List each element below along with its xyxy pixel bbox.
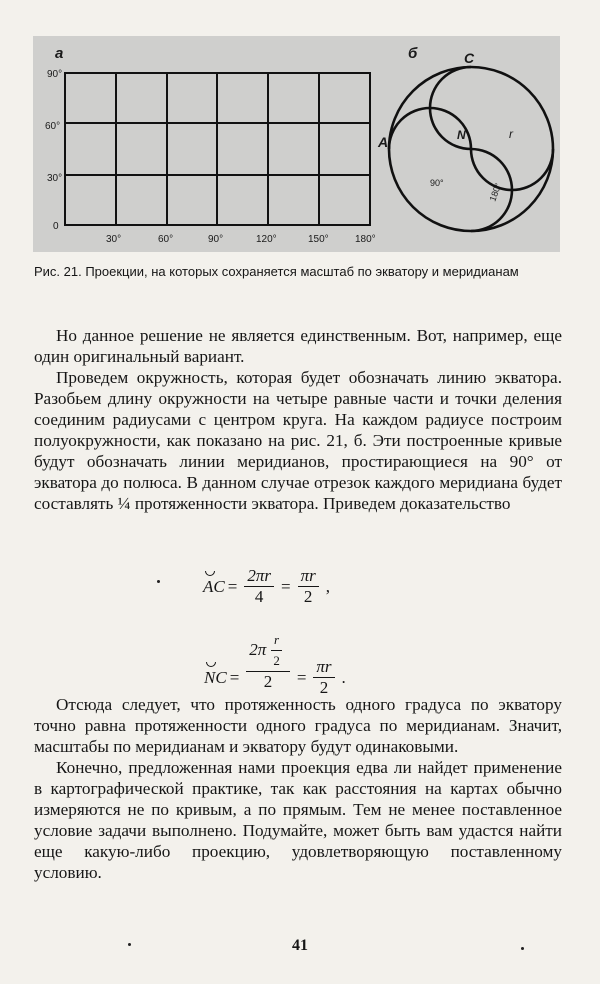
denominator: 2	[319, 678, 329, 697]
y-tick-label: 90°	[47, 69, 63, 80]
x-tick-label: 180°	[355, 234, 376, 245]
arc-90-label: 90°	[430, 178, 444, 188]
fraction	[246, 631, 290, 691]
page-number: 41	[292, 937, 308, 954]
panel-b-label: б	[408, 45, 418, 62]
paragraph: Но данное решение не является единственным. Вот, например, еще один оригинальный вариант.	[34, 326, 562, 366]
x-tick-label: 60°	[158, 234, 174, 245]
denominator: 2	[273, 652, 280, 668]
y-tick-label: 30°	[47, 173, 63, 184]
main-text	[34, 325, 562, 514]
formula-lhs: NC	[204, 667, 227, 687]
formula-nc: NC = 2π $\frac{r}{2}$ 2 = $\frac{\pi r}{2}$ .	[204, 631, 346, 697]
fraction	[298, 567, 319, 606]
arc-180-label: 180°	[487, 181, 504, 203]
numerator: r	[271, 631, 282, 651]
grid-projection	[65, 73, 370, 225]
figure-21	[33, 36, 560, 252]
paragraph: Конечно, предложенная нами проекция едва ли найдет применение в картографической практике, так как расстояния на картах обычно измеряются не по кривым, а по прямым. Тем не менее поставленное условие задачи выполнено. Подумайте, может быть вам удастся найти еще какую-либо проекцию, удовлетворяющую поставленному условию.	[34, 758, 562, 882]
x-tick-label: 120°	[256, 234, 277, 245]
point-c-label: C	[464, 50, 475, 66]
x-tick-label: 90°	[208, 234, 224, 245]
inner-fraction	[270, 631, 283, 670]
print-speck	[157, 580, 160, 583]
fraction	[244, 567, 274, 606]
formula-lhs: AC	[203, 576, 225, 596]
radius-label: r	[509, 127, 513, 141]
numerator: 2πr	[244, 567, 274, 587]
figure-caption: Рис. 21. Проекции, на которых сохраняется масштаб по экватору и меридианам	[34, 264, 519, 279]
point-a-label: A	[378, 134, 389, 150]
numerator: πr	[298, 567, 319, 587]
panel-a-label: а	[55, 45, 64, 62]
paragraph: Проведем окружность, которая будет обозначать линию экватора. Разобьем длину окружности на четыре равные части и точки деления соединим радиусами с центром круга. На каждом радиусе построим полуокружности, как показано на рис. 21, б. Эти построенные кривые будут обозначать линии меридианов, простирающиеся на 90° от экватора до полюса. В данном случае отрезок каждого меридиана будет составлять ¼ протяженности экватора. Приведем доказательство	[34, 368, 562, 513]
denominator: 2	[303, 587, 313, 606]
x-tick-label: 150°	[308, 234, 329, 245]
denominator: 4	[254, 587, 264, 606]
fraction	[313, 658, 334, 697]
y-tick-label: 0	[53, 221, 59, 232]
formula-tail: .	[341, 667, 346, 687]
paragraph: Отсюда следует, что протяженность одного градуса по экватору точно равна протяженности одного градуса по меридианам. Значит, масштабы по меридианам и экватору будут одинаковыми.	[34, 695, 562, 756]
numerator	[246, 631, 290, 672]
numerator-factor: 2π	[249, 640, 267, 659]
x-tick-label: 30°	[106, 234, 122, 245]
y-tick-label: 60°	[45, 121, 61, 132]
numerator: πr	[313, 658, 334, 678]
point-n-label: N	[457, 128, 466, 142]
main-text-continued	[34, 694, 562, 883]
formula-ac: AC = $\frac{2\pi r}{4}$ = $\frac{\pi r}{2}$ ,	[203, 566, 330, 606]
formula-tail: ,	[325, 576, 330, 596]
circle-projection	[389, 67, 553, 231]
denominator: 2	[263, 671, 273, 691]
